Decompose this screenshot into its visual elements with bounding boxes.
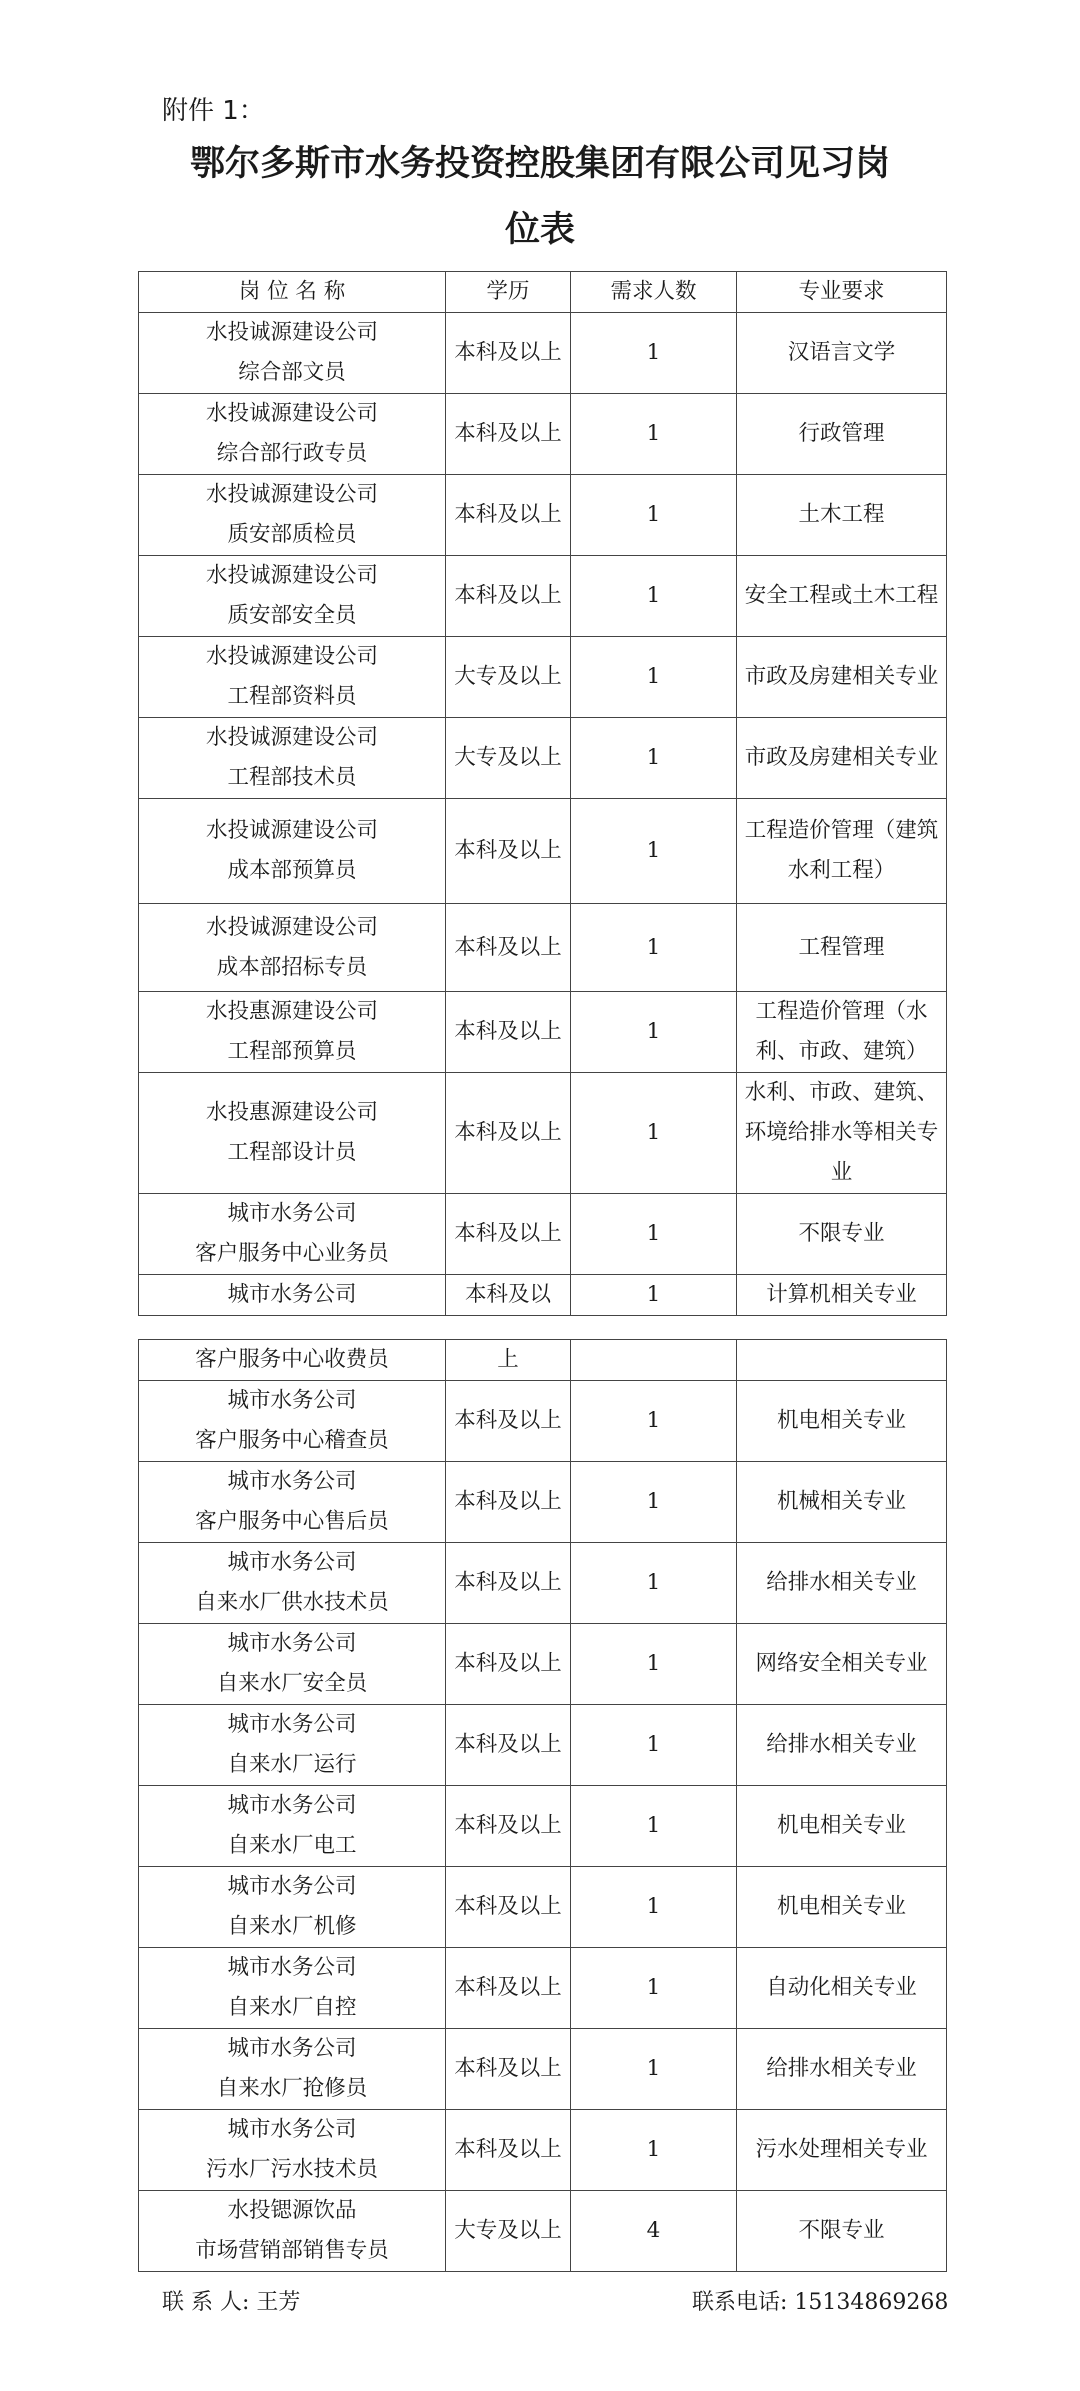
position-post: 自来水厂安全员: [216, 1671, 368, 1696]
cell-education: [446, 1867, 571, 1948]
major-text: 土木工程: [798, 502, 885, 527]
position-company: 城市水务公司: [227, 1955, 357, 1980]
education-text: 本科及以上: [454, 1489, 562, 1514]
major-text: 污水处理相关专业: [755, 2137, 928, 2162]
table-row: [139, 1867, 947, 1948]
cell-education: [446, 394, 571, 475]
position-company: 水投诚源建设公司: [205, 320, 378, 345]
position-post: 质安部质检员: [227, 522, 357, 547]
position-post: 污水厂污水技术员: [205, 2157, 378, 2182]
education-text: 大专及以上: [454, 2218, 562, 2243]
table-row: [139, 1073, 947, 1194]
table-row: [139, 2029, 947, 2110]
cell-headcount: 4: [571, 2191, 737, 2272]
position-post: 工程部技术员: [227, 765, 357, 790]
position-company: 城市水务公司: [227, 1201, 357, 1226]
position-company: 城市水务公司: [227, 2036, 357, 2061]
cell-headcount: 1: [571, 992, 737, 1073]
cell-position: [139, 313, 446, 394]
table-row: [139, 637, 947, 718]
header-education: 学历: [446, 272, 571, 313]
cell-position: [139, 1275, 446, 1316]
attachment-label: 附件 1：: [162, 96, 265, 126]
education-text: 本科及以上: [454, 2056, 562, 2081]
cell-major: [737, 718, 947, 799]
position-company: 水投诚源建设公司: [205, 725, 378, 750]
position-company: 水投锶源饮品: [227, 2198, 357, 2223]
position-company: 城市水务公司: [227, 1631, 357, 1656]
education-text: 本科及以上: [454, 1975, 562, 2000]
major-text: 工程管理: [798, 934, 885, 960]
cell-major: [737, 1867, 947, 1948]
position-company: 城市水务公司: [227, 1874, 357, 1899]
cell-education: [446, 1624, 571, 1705]
position-post: 客户服务中心业务员: [195, 1241, 389, 1266]
education-text: 本科及以上: [454, 502, 562, 527]
education-text: 本科及以上: [454, 340, 562, 365]
cell-major: [737, 1194, 947, 1275]
cell-headcount: 1: [571, 2110, 737, 2191]
cell-major: [737, 1543, 947, 1624]
cell-position: [139, 556, 446, 637]
job-table-part-2: [138, 1339, 947, 2272]
position-company: 城市水务公司: [227, 1282, 357, 1307]
education-text: 本科及以上: [454, 1894, 562, 1919]
position-post: 成本部招标专员: [216, 954, 368, 980]
table-header-row: [139, 272, 947, 313]
cell-headcount: 1: [571, 1786, 737, 1867]
cell-major: [737, 799, 947, 904]
cell-position: [139, 1948, 446, 2029]
position-post: 自来水厂自控: [227, 1995, 357, 2020]
position-company: 水投诚源建设公司: [205, 401, 378, 426]
major-text: 机械相关专业: [776, 1489, 906, 1514]
cell-headcount: 1: [571, 1624, 737, 1705]
cell-major: [737, 992, 947, 1073]
table-row: [139, 1705, 947, 1786]
document-title-line-2: 位表: [504, 210, 575, 250]
cell-position: [139, 1705, 446, 1786]
cell-headcount: 1: [571, 1073, 737, 1194]
cell-position: [139, 1381, 446, 1462]
major-text: 给排水相关专业: [766, 1732, 917, 1757]
table-row: [139, 1275, 947, 1316]
document-title-line-1: 鄂尔多斯市水务投资控股集团有限公司见习岗: [189, 144, 890, 184]
cell-major: [737, 1624, 947, 1705]
education-text: 本科及以上: [454, 421, 562, 446]
cell-major: [737, 637, 947, 718]
cell-headcount: 1: [571, 1948, 737, 2029]
cell-education: [446, 1462, 571, 1543]
cell-education: [446, 992, 571, 1073]
cell-headcount: 1: [571, 1275, 737, 1316]
education-text: 上: [497, 1347, 519, 1372]
cell-education: [446, 2029, 571, 2110]
table-row: [139, 1786, 947, 1867]
table-row: [139, 1340, 947, 1381]
cell-headcount: 1: [571, 637, 737, 718]
cell-education: [446, 799, 571, 904]
cell-position: [139, 1340, 446, 1381]
cell-education: [446, 556, 571, 637]
education-text: 本科及以上: [454, 1120, 562, 1145]
cell-major: [737, 2029, 947, 2110]
position-company: 水投诚源建设公司: [205, 818, 378, 843]
table-row: [139, 2191, 947, 2272]
cell-headcount: 1: [571, 799, 737, 904]
cell-headcount: 1: [571, 1462, 737, 1543]
cell-major: [737, 394, 947, 475]
position-company: 水投惠源建设公司: [205, 999, 378, 1024]
position-company: 水投诚源建设公司: [205, 563, 378, 588]
education-text: 本科及以上: [454, 2137, 562, 2162]
cell-headcount: 1: [571, 1867, 737, 1948]
major-text: 安全工程或土木工程: [744, 583, 939, 608]
contact-person: 联 系 人: 王芳: [162, 2290, 301, 2315]
cell-major: [737, 313, 947, 394]
position-company: 客户服务中心收费员: [195, 1347, 389, 1372]
cell-position: [139, 1786, 446, 1867]
cell-major: [737, 2110, 947, 2191]
cell-major: [737, 1786, 947, 1867]
cell-position: [139, 2029, 446, 2110]
cell-major: [737, 904, 947, 992]
cell-education: [446, 1786, 571, 1867]
cell-major: [737, 1340, 947, 1381]
table-row: [139, 904, 947, 992]
cell-headcount: 1: [571, 556, 737, 637]
table-row: [139, 1462, 947, 1543]
position-post: 自来水厂电工: [227, 1833, 357, 1858]
header-position: 岗 位 名 称: [139, 272, 446, 313]
major-text: 机电相关专业: [776, 1408, 906, 1433]
table-row: [139, 799, 947, 904]
education-text: 本科及以上: [454, 934, 562, 960]
table-row: [139, 556, 947, 637]
major-text: 市政及房建相关专业: [744, 745, 939, 770]
position-company: 水投诚源建设公司: [205, 914, 378, 940]
cell-education: [446, 1073, 571, 1194]
table-row: [139, 475, 947, 556]
cell-headcount: 1: [571, 1543, 737, 1624]
cell-headcount: 1: [571, 1194, 737, 1275]
major-text: 不限专业: [798, 1221, 885, 1246]
education-text: 大专及以上: [454, 664, 562, 689]
cell-major: [737, 2191, 947, 2272]
cell-education: [446, 1705, 571, 1786]
cell-education: [446, 1381, 571, 1462]
cell-education: [446, 1948, 571, 2029]
major-text: 不限专业: [798, 2218, 885, 2243]
cell-position: [139, 1073, 446, 1194]
table-row: [139, 1624, 947, 1705]
education-text: 本科及以上: [454, 1570, 562, 1595]
position-post: 自来水厂机修: [227, 1914, 357, 1939]
major-text: 给排水相关专业: [766, 1570, 917, 1595]
cell-education: [446, 2191, 571, 2272]
education-text: 本科及以上: [454, 1408, 562, 1433]
cell-headcount: 1: [571, 394, 737, 475]
position-company: 水投惠源建设公司: [205, 1100, 378, 1125]
position-post: 市场营销部销售专员: [195, 2238, 389, 2263]
header-major: 专业要求: [737, 272, 947, 313]
table-row: [139, 394, 947, 475]
major-text: 机电相关专业: [776, 1894, 906, 1919]
position-post: 质安部安全员: [227, 603, 357, 628]
cell-headcount: 1: [571, 904, 737, 992]
header-headcount: 需求人数: [571, 272, 737, 313]
cell-education: [446, 475, 571, 556]
position-company: 城市水务公司: [227, 1793, 357, 1818]
education-text: 大专及以上: [454, 745, 562, 770]
cell-position: [139, 718, 446, 799]
table-row: [139, 1381, 947, 1462]
cell-headcount: 1: [571, 313, 737, 394]
cell-headcount: 1: [571, 1705, 737, 1786]
cell-position: [139, 799, 446, 904]
cell-headcount: 1: [571, 2029, 737, 2110]
position-company: 水投诚源建设公司: [205, 644, 378, 669]
cell-position: [139, 1194, 446, 1275]
cell-major: [737, 1462, 947, 1543]
major-text: 汉语言文学: [787, 340, 896, 365]
position-post: 自来水厂运行: [227, 1752, 357, 1777]
cell-headcount: [571, 1340, 737, 1381]
cell-position: [139, 992, 446, 1073]
job-table-part-1: [138, 271, 947, 1316]
cell-education: [446, 2110, 571, 2191]
major-text: 水利、市政、建筑、环境给排水等相关专业: [744, 1080, 939, 1185]
position-post: 成本部预算员: [227, 858, 357, 883]
table-row: [139, 313, 947, 394]
cell-major: [737, 1073, 947, 1194]
cell-headcount: 1: [571, 718, 737, 799]
position-post: 工程部资料员: [227, 684, 357, 709]
cell-position: [139, 904, 446, 992]
position-company: 城市水务公司: [227, 1712, 357, 1737]
cell-headcount: 1: [571, 1381, 737, 1462]
table-row: [139, 1543, 947, 1624]
education-text: 本科及以上: [454, 1221, 562, 1246]
position-post: 客户服务中心售后员: [195, 1509, 389, 1534]
table-row: [139, 1194, 947, 1275]
cell-headcount: 1: [571, 475, 737, 556]
position-post: 自来水厂抢修员: [216, 2076, 368, 2101]
cell-major: [737, 475, 947, 556]
table-row: [139, 1948, 947, 2029]
cell-position: [139, 1624, 446, 1705]
cell-major: [737, 1705, 947, 1786]
cell-position: [139, 1462, 446, 1543]
major-text: 网络安全相关专业: [755, 1651, 928, 1676]
position-company: 水投诚源建设公司: [205, 482, 378, 507]
cell-major: [737, 1275, 947, 1316]
position-post: 客户服务中心稽查员: [195, 1428, 389, 1453]
position-post: 工程部设计员: [227, 1140, 357, 1165]
cell-major: [737, 1381, 947, 1462]
position-company: 城市水务公司: [227, 1469, 357, 1494]
position-post: 自来水厂供水技术员: [195, 1590, 389, 1615]
major-text: 工程造价管理（建筑水利工程）: [744, 818, 939, 883]
major-text: 工程造价管理（水利、市政、建筑）: [755, 999, 928, 1064]
table-row: [139, 992, 947, 1073]
cell-position: [139, 2191, 446, 2272]
position-post: 工程部预算员: [227, 1039, 357, 1064]
cell-major: [737, 556, 947, 637]
cell-education: [446, 1340, 571, 1381]
cell-education: [446, 313, 571, 394]
position-post: 综合部文员: [238, 360, 346, 385]
cell-position: [139, 1543, 446, 1624]
education-text: 本科及以上: [454, 1019, 562, 1044]
major-text: 计算机相关专业: [766, 1282, 917, 1307]
position-company: 城市水务公司: [227, 1550, 357, 1575]
cell-education: [446, 904, 571, 992]
position-company: 城市水务公司: [227, 1388, 357, 1413]
cell-education: [446, 1275, 571, 1316]
major-text: 市政及房建相关专业: [744, 664, 939, 689]
cell-education: [446, 1194, 571, 1275]
cell-position: [139, 637, 446, 718]
cell-education: [446, 1543, 571, 1624]
position-post: 综合部行政专员: [216, 441, 368, 466]
education-text: 本科及以上: [454, 838, 562, 863]
major-text: 行政管理: [798, 421, 885, 446]
table-row: [139, 2110, 947, 2191]
education-text: 本科及以上: [454, 1651, 562, 1676]
major-text: 自动化相关专业: [766, 1975, 917, 2000]
cell-position: [139, 2110, 446, 2191]
major-text: 机电相关专业: [776, 1813, 906, 1838]
cell-position: [139, 1867, 446, 1948]
cell-major: [737, 1948, 947, 2029]
table-row: [139, 718, 947, 799]
education-text: 本科及以上: [454, 1732, 562, 1757]
education-text: 本科及以: [464, 1282, 551, 1307]
education-text: 本科及以上: [454, 1813, 562, 1838]
cell-position: [139, 475, 446, 556]
position-company: 城市水务公司: [227, 2117, 357, 2142]
education-text: 本科及以上: [454, 583, 562, 608]
contact-phone: 联系电话: 15134869268: [692, 2290, 949, 2315]
major-text: 给排水相关专业: [766, 2056, 917, 2081]
cell-position: [139, 394, 446, 475]
cell-education: [446, 718, 571, 799]
cell-education: [446, 637, 571, 718]
